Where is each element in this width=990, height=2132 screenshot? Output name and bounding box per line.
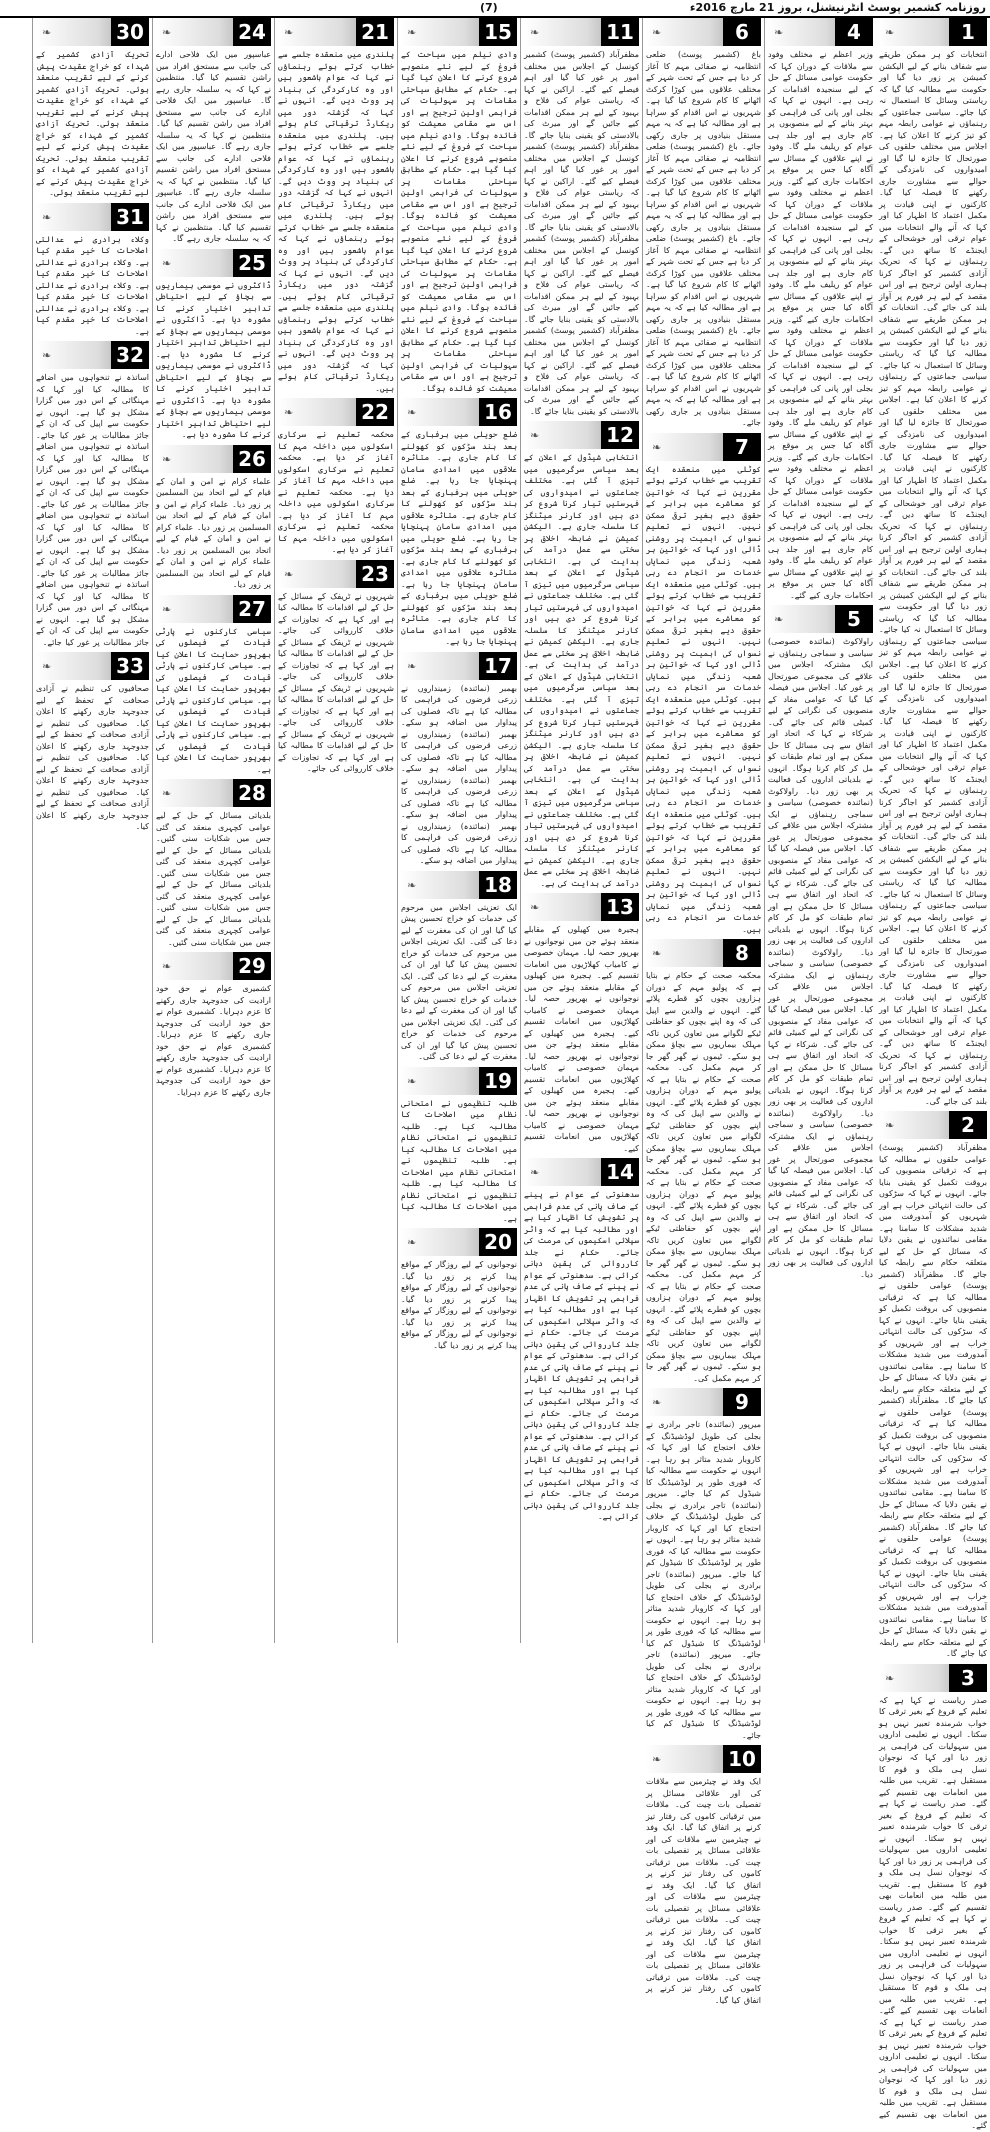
item-text: ڈاکٹروں نے موسمی بیماریوں سے بچاؤ کے لیے احتیاطی تدابیر اختیار کرنے کا مشورہ دیا ہے۔ ڈاکٹروں نے موسمی بیماریوں سے بچاؤ کے لیے احتیاطی تدابیر اختیار کرنے کا مشورہ دیا ہے۔ ڈاکٹروں نے موسمی بیماریوں سے بچاؤ کے لیے احتیاطی تدابیر اختیار کرنے کا مشورہ دیا ہے۔ ڈاکٹروں نے موسمی بیماریوں سے بچاؤ کے لیے احتیاطی تدابیر اختیار کرنے کا مشورہ دیا ہے۔ bbox=[156, 280, 271, 439]
item-number: 2 bbox=[949, 1111, 987, 1139]
item-number: 19 bbox=[479, 1067, 517, 1095]
item-text: سدھنوتی کے عوام نے پینے کے صاف پانی کی عدم فراہمی پر تشویش کا اظہار کیا ہے اور مطالبہ کیا ہے کہ واٹر سپلائی اسکیموں کی مرمت کی جائے۔ حکام نے جلد کارروائی کی یقین دہانی کرائی ہے۔ سدھنوتی کے عوام نے پینے کے صاف پانی کی عدم فراہمی پر تشویش کا اظہار کیا ہے اور مطالبہ کیا ہے کہ واٹر سپلائی اسکیموں کی مرمت کی جائے۔ حکام نے جلد کارروائی کی یقین دہانی کرائی ہے۔ سدھنوتی کے عوام نے پینے کے صاف پانی کی عدم فراہمی پر تشویش کا اظہار کیا ہے اور مطالبہ کیا ہے کہ واٹر سپلائی اسکیموں کی مرمت کی جائے۔ حکام نے جلد کارروائی کی یقین دہانی کرائی ہے۔ سدھنوتی کے عوام نے پینے کے صاف پانی کی عدم فراہمی پر تشویش کا اظہار کیا ہے اور مطالبہ کیا ہے کہ واٹر سپلائی اسکیموں کی مرمت کی جائے۔ حکام نے جلد کارروائی کی یقین دہانی کرائی ہے۔ bbox=[523, 1190, 639, 1521]
news-column bbox=[764, 18, 876, 1643]
item-number: 1 bbox=[949, 18, 987, 46]
bird-ornament-icon: ❧ bbox=[407, 659, 417, 673]
bird-ornament-icon: ❧ bbox=[284, 26, 294, 39]
news-column bbox=[876, 18, 990, 2130]
bird-ornament-icon: ❧ bbox=[407, 26, 417, 39]
bird-ornament-icon: ❧ bbox=[42, 660, 52, 673]
item-text: بلدیاتی مسائل کے حل کے لیے عوامی کچہری منعقد کی گئی جس میں شکایات سنی گئیں۔ بلدیاتی مسائل کے حل کے لیے عوامی کچہری منعقد کی گئی جس میں شکایات سنی گئیں۔ بلدیاتی مسائل کے حل کے لیے عوامی کچہری منعقد کی گئی جس میں شکایات سنی گئیں۔ بلدیاتی مسائل کے حل کے لیے عوامی کچہری منعقد کی گئی جس میں شکایات سنی گئیں۔ bbox=[156, 811, 271, 947]
item-text: مظفرآباد (کشمیر پوسٹ) عوامی حلقوں نے مطالبہ کیا ہے کہ ترقیاتی منصوبوں کی بروقت تکمیل کو یقینی بنایا جائے۔ انہوں نے کہا کہ سڑکوں کی حالت انتہائی خراب ہے اور شہریوں کو آمدورفت میں شدید مشکلات کا سامنا ہے۔ مقامی نمائندوں نے یقین دلایا کہ مسائل کے حل کے لیے متعلقہ حکام سے رابطہ کیا جائے گا۔ مظفرآباد (کشمیر پوسٹ) عوامی حلقوں نے مطالبہ کیا ہے کہ ترقیاتی منصوبوں کی بروقت تکمیل کو یقینی بنایا جائے۔ انہوں نے کہا کہ سڑکوں کی حالت انتہائی خراب ہے اور شہریوں کو آمدورفت میں شدید مشکلات کا سامنا ہے۔ مقامی نمائندوں نے یقین دلایا کہ مسائل کے حل کے لیے متعلقہ حکام سے رابطہ کیا جائے گا۔ مظفرآباد (کشمیر پوسٹ) عوامی حلقوں نے مطالبہ کیا ہے کہ ترقیاتی منصوبوں کی بروقت تکمیل کو یقینی بنایا جائے۔ انہوں نے کہا کہ سڑکوں کی حالت انتہائی خراب ہے اور شہریوں کو آمدورفت میں شدید مشکلات کا سامنا ہے۔ مقامی نمائندوں نے یقین دلایا کہ مسائل کے حل کے لیے متعلقہ حکام سے رابطہ کیا جائے گا۔ مظفرآباد (کشمیر پوسٹ) عوامی حلقوں نے مطالبہ کیا ہے کہ ترقیاتی منصوبوں کی بروقت تکمیل کو یقینی بنایا جائے۔ انہوں نے کہا کہ سڑکوں کی حالت انتہائی خراب ہے اور شہریوں کو آمدورفت میں شدید مشکلات کا سامنا ہے۔ مقامی نمائندوں نے یقین دلایا کہ مسائل کے حل کے لیے متعلقہ حکام سے رابطہ کیا جائے گا۔ bbox=[879, 1143, 987, 1658]
item-text: کشمیری عوام نے حق خود ارادیت کی جدوجہد جاری رکھنے کا عزم دہرایا۔ کشمیری عوام نے حق خود ارادیت کی جدوجہد جاری رکھنے کا عزم دہرایا۔ کشمیری عوام نے حق خود ارادیت کی جدوجہد جاری رکھنے کا عزم دہرایا۔ کشمیری عوام نے حق خود ارادیت کی جدوجہد جاری رکھنے کا عزم دہرایا۔ bbox=[156, 984, 271, 1097]
news-column bbox=[520, 18, 642, 1643]
item-header-bar bbox=[156, 18, 271, 46]
news-item bbox=[36, 18, 149, 199]
item-number: 12 bbox=[601, 421, 639, 449]
item-text: تحریک آزادی کشمیر کے شہداء کو خراج عقیدت پیش کرنے کے لیے تقریب منعقد ہوئی۔ تحریک آزادی کشمیر کے شہداء کو خراج عقیدت پیش کرنے کے لیے تقریب منعقد ہوئی۔ تحریک آزادی کشمیر کے شہداء کو خراج عقیدت پیش کرنے کے لیے تقریب منعقد ہوئی۔ تحریک آزادی کشمیر کے شہداء کو خراج عقیدت پیش کرنے کے لیے تقریب منعقد ہوئی۔ bbox=[36, 50, 149, 197]
item-header-bar bbox=[646, 433, 761, 461]
item-number: 27 bbox=[233, 595, 271, 623]
bird-ornament-icon: ❧ bbox=[652, 440, 662, 454]
bird-ornament-icon: ❧ bbox=[162, 26, 172, 39]
item-number: 14 bbox=[601, 1158, 639, 1186]
item-text: وکلاء برادری نے عدالتی اصلاحات کا خیر مقدم کیا ہے۔ وکلاء برادری نے عدالتی اصلاحات کا خیر مقدم کیا ہے۔ وکلاء برادری نے عدالتی اصلاحات کا خیر مقدم کیا ہے۔ وکلاء برادری نے عدالتی اصلاحات کا خیر مقدم کیا ہے۔ bbox=[36, 234, 149, 336]
item-number: 32 bbox=[111, 341, 149, 369]
news-item bbox=[278, 18, 394, 394]
news-item bbox=[36, 341, 149, 648]
news-column bbox=[274, 18, 397, 1643]
item-number: 30 bbox=[111, 18, 149, 46]
item-header-bar bbox=[278, 398, 394, 426]
item-text: مظفرآباد (کشمیر پوسٹ) کشمیر کونسل کے اجلاس میں مختلف امور پر غور کیا گیا اور اہم فیصلے کیے گئے۔ اراکین نے کہا کہ ریاستی عوام کی فلاح و بہبود کے لیے ہر ممکن اقدامات کیے جائیں گے اور میرٹ کی بالادستی کو یقینی بنایا جائے گا۔ مظفرآباد (کشمیر پوسٹ) کشمیر کونسل کے اجلاس میں مختلف امور پر غور کیا گیا اور اہم فیصلے کیے گئے۔ اراکین نے کہا کہ ریاستی عوام کی فلاح و بہبود کے لیے ہر ممکن اقدامات کیے جائیں گے اور میرٹ کی بالادستی کو یقینی بنایا جائے گا۔ مظفرآباد (کشمیر پوسٹ) کشمیر کونسل کے اجلاس میں مختلف امور پر غور کیا گیا اور اہم فیصلے کیے گئے۔ اراکین نے کہا کہ ریاستی عوام کی فلاح و بہبود کے لیے ہر ممکن اقدامات کیے جائیں گے اور میرٹ کی بالادستی کو یقینی بنایا جائے گا۔ مظفرآباد (کشمیر پوسٹ) کشمیر کونسل کے اجلاس میں مختلف امور پر غور کیا گیا اور اہم فیصلے کیے گئے۔ اراکین نے کہا کہ ریاستی عوام کی فلاح و بہبود کے لیے ہر ممکن اقدامات کیے جائیں گے اور میرٹ کی بالادستی کو یقینی بنایا جائے گا۔ bbox=[524, 50, 639, 416]
item-text: بھمبر (نمائندہ) زمینداروں نے زرعی قرضوں کی فراہمی کا مطالبہ کیا ہے تاکہ فصلوں کی پیداوار میں اضافہ ہو سکے۔ بھمبر (نمائندہ) زمینداروں نے زرعی قرضوں کی فراہمی کا مطالبہ کیا ہے تاکہ فصلوں کی پیداوار میں اضافہ ہو سکے۔ بھمبر (نمائندہ) زمینداروں نے زرعی قرضوں کی فراہمی کا مطالبہ کیا ہے تاکہ فصلوں کی پیداوار میں اضافہ ہو سکے۔ بھمبر (نمائندہ) زمینداروں نے زرعی قرضوں کی فراہمی کا مطالبہ کیا ہے تاکہ فصلوں کی پیداوار میں اضافہ ہو سکے۔ bbox=[401, 683, 517, 865]
news-column bbox=[32, 18, 152, 1643]
item-text: علماء کرام نے امن و امان کے قیام کے لیے اتحاد بین المسلمین پر زور دیا۔ علماء کرام نے امن و امان کے قیام کے لیے اتحاد بین المسلمین پر زور دیا۔ علماء کرام نے امن و امان کے قیام کے لیے اتحاد بین المسلمین پر زور دیا۔ علماء کرام نے امن و امان کے قیام کے لیے اتحاد بین المسلمین پر زور دیا۔ bbox=[156, 476, 271, 589]
bird-ornament-icon: ❧ bbox=[162, 787, 172, 800]
bird-ornament-icon: ❧ bbox=[42, 26, 52, 39]
page-number: (7) bbox=[480, 1, 498, 14]
item-text: وزیر اعظم نے مختلف وفود سے ملاقات کے دوران کہا کہ حکومت عوامی مسائل کے حل کے لیے سنجیدہ اقدامات کر رہی ہے۔ انہوں نے کہا کہ بجلی اور پانی کی فراہمی کو بہتر بنانے کے لیے منصوبوں پر کام جاری ہے اور جلد ہی عوام کو ریلیف ملے گا۔ وفود نے اپنے علاقوں کے مسائل سے آگاہ کیا جس پر موقع پر احکامات جاری کیے گئے۔ وزیر اعظم نے مختلف وفود سے ملاقات کے دوران کہا کہ حکومت عوامی مسائل کے حل کے لیے سنجیدہ اقدامات کر رہی ہے۔ انہوں نے کہا کہ بجلی اور پانی کی فراہمی کو بہتر بنانے کے لیے منصوبوں پر کام جاری ہے اور جلد ہی عوام کو ریلیف ملے گا۔ وفود نے اپنے علاقوں کے مسائل سے آگاہ کیا جس پر موقع پر احکامات جاری کیے گئے۔ وزیر اعظم نے مختلف وفود سے ملاقات کے دوران کہا کہ حکومت عوامی مسائل کے حل کے لیے سنجیدہ اقدامات کر رہی ہے۔ انہوں نے کہا کہ بجلی اور پانی کی فراہمی کو بہتر بنانے کے لیے منصوبوں پر کام جاری ہے اور جلد ہی عوام کو ریلیف ملے گا۔ وفود نے اپنے علاقوں کے مسائل سے آگاہ کیا جس پر موقع پر احکامات جاری کیے گئے۔ وزیر اعظم نے مختلف وفود سے ملاقات کے دوران کہا کہ حکومت عوامی مسائل کے حل کے لیے سنجیدہ اقدامات کر رہی ہے۔ انہوں نے کہا کہ بجلی اور پانی کی فراہمی کو بہتر بنانے کے لیے منصوبوں پر کام جاری ہے اور جلد ہی عوام کو ریلیف ملے گا۔ وفود نے اپنے علاقوں کے مسائل سے آگاہ کیا جس پر موقع پر احکامات جاری کیے گئے۔ bbox=[768, 50, 873, 600]
item-number: 22 bbox=[356, 398, 394, 426]
item-text: پلندری میں منعقدہ جلسے سے خطاب کرتے ہوئے رہنماؤں نے کہا کہ عوام باشعور ہیں اور وہ کارکردگی کی بنیاد پر ووٹ دیں گے۔ انہوں نے کہا کہ گزشتہ دور میں ریکارڈ ترقیاتی کام ہوئے ہیں۔ پلندری میں منعقدہ جلسے سے خطاب کرتے ہوئے رہنماؤں نے کہا کہ عوام باشعور ہیں اور وہ کارکردگی کی بنیاد پر ووٹ دیں گے۔ انہوں نے کہا کہ گزشتہ دور میں ریکارڈ ترقیاتی کام ہوئے ہیں۔ پلندری میں منعقدہ جلسے سے خطاب کرتے ہوئے رہنماؤں نے کہا کہ عوام باشعور ہیں اور وہ کارکردگی کی بنیاد پر ووٹ دیں گے۔ انہوں نے کہا کہ گزشتہ دور میں ریکارڈ ترقیاتی کام ہوئے ہیں۔ پلندری میں منعقدہ جلسے سے خطاب کرتے ہوئے رہنماؤں نے کہا کہ عوام باشعور ہیں اور وہ کارکردگی کی بنیاد پر ووٹ دیں گے۔ انہوں نے کہا کہ گزشتہ دور میں ریکارڈ ترقیاتی کام ہوئے ہیں۔ bbox=[278, 50, 394, 393]
item-header-bar bbox=[646, 1745, 761, 1773]
item-number: 6 bbox=[723, 18, 761, 46]
news-item bbox=[879, 1664, 987, 2132]
item-header-bar bbox=[401, 1228, 517, 1256]
bird-ornament-icon: ❧ bbox=[407, 406, 417, 419]
bird-ornament-icon: ❧ bbox=[407, 878, 417, 892]
news-item bbox=[156, 18, 271, 245]
item-text: عباسپور میں ایک فلاحی ادارے کی جانب سے مستحق افراد میں راشن تقسیم کیا گیا۔ منتظمین نے کہا کہ یہ سلسلہ جاری رہے گا۔ عباسپور میں ایک فلاحی ادارے کی جانب سے مستحق افراد میں راشن تقسیم کیا گیا۔ منتظمین نے کہا کہ یہ سلسلہ جاری رہے گا۔ عباسپور میں ایک فلاحی ادارے کی جانب سے مستحق افراد میں راشن تقسیم کیا گیا۔ منتظمین نے کہا کہ یہ سلسلہ جاری رہے گا۔ عباسپور میں ایک فلاحی ادارے کی جانب سے مستحق افراد میں راشن تقسیم کیا گیا۔ منتظمین نے کہا کہ یہ سلسلہ جاری رہے گا۔ bbox=[156, 50, 271, 243]
news-item bbox=[401, 1067, 517, 1225]
bird-ornament-icon: ❧ bbox=[530, 429, 540, 442]
item-number: 3 bbox=[949, 1664, 987, 1692]
item-number: 24 bbox=[233, 18, 271, 46]
item-text: سیاسی کارکنوں نے پارٹی قیادت کے فیصلوں کی بھرپور حمایت کا اعلان کیا ہے۔ سیاسی کارکنوں نے پارٹی قیادت کے فیصلوں کی بھرپور حمایت کا اعلان کیا ہے۔ سیاسی کارکنوں نے پارٹی قیادت کے فیصلوں کی بھرپور حمایت کا اعلان کیا ہے۔ سیاسی کارکنوں نے پارٹی قیادت کے فیصلوں کی بھرپور حمایت کا اعلان کیا ہے۔ bbox=[156, 626, 271, 774]
item-header-bar bbox=[278, 560, 394, 588]
bird-ornament-icon: ❧ bbox=[774, 613, 784, 626]
item-header-bar bbox=[879, 1664, 987, 1692]
news-item bbox=[36, 652, 149, 833]
bird-ornament-icon: ❧ bbox=[162, 452, 172, 466]
item-header-bar bbox=[401, 652, 517, 680]
page-header bbox=[0, 0, 990, 18]
bird-ornament-icon: ❧ bbox=[530, 1166, 540, 1179]
news-item bbox=[646, 1388, 761, 1741]
item-header-bar bbox=[646, 18, 761, 46]
item-text: وادی نیلم میں سیاحت کے فروغ کے لیے نئے منصوبے شروع کرنے کا اعلان کیا گیا ہے۔ حکام کے مطابق سیاحتی مقامات پر سہولیات کی فراہمی اولین ترجیح ہے اور اس سے مقامی معیشت کو فائدہ ہوگا۔ وادی نیلم میں سیاحت کے فروغ کے لیے نئے منصوبے شروع کرنے کا اعلان کیا گیا ہے۔ حکام کے مطابق سیاحتی مقامات پر سہولیات کی فراہمی اولین ترجیح ہے اور اس سے مقامی معیشت کو فائدہ ہوگا۔ وادی نیلم میں سیاحت کے فروغ کے لیے نئے منصوبے شروع کرنے کا اعلان کیا گیا ہے۔ حکام کے مطابق سیاحتی مقامات پر سہولیات کی فراہمی اولین ترجیح ہے اور اس سے مقامی معیشت کو فائدہ ہوگا۔ وادی نیلم میں سیاحت کے فروغ کے لیے نئے منصوبے شروع کرنے کا اعلان کیا گیا ہے۔ حکام کے مطابق سیاحتی مقامات پر سہولیات کی فراہمی اولین ترجیح ہے اور اس سے مقامی معیشت کو فائدہ ہوگا۔ bbox=[401, 50, 517, 393]
news-item bbox=[646, 1745, 761, 2006]
bird-ornament-icon: ❧ bbox=[652, 1396, 662, 1409]
bird-ornament-icon: ❧ bbox=[407, 1236, 417, 1249]
news-item bbox=[401, 871, 517, 1063]
news-item bbox=[524, 893, 639, 1154]
news-item bbox=[879, 1111, 987, 1660]
item-header-bar bbox=[646, 1388, 761, 1416]
news-item bbox=[768, 18, 873, 601]
item-text: انتخابات کو ہر ممکن طریقے سے شفاف بنانے کے لیے الیکشن کمیشن پر زور دیا گیا اور حکومت سے مطالبہ کیا گیا کہ ریاستی وسائل کا استعمال نہ کیا جائے۔ سیاسی جماعتوں کے رہنماؤں نے عوامی رابطہ مہم کو تیز کرنے کا اعلان کیا ہے۔ اجلاس میں مختلف حلقوں کی صورتحال کا جائزہ لیا گیا اور امیدواروں کی نامزدگی کے حوالے سے مشاورت جاری رکھنے کا فیصلہ کیا گیا۔ کارکنوں نے اپنی قیادت پر مکمل اعتماد کا اظہار کیا اور کہا کہ آنے والے انتخابات میں عوام ترقی اور خوشحالی کے ایجنڈے کا ساتھ دیں گے۔ رہنماؤں نے کہا کہ تحریک آزادی کشمیر کو اجاگر کرنا ہماری اولین ترجیح ہے اور اس مقصد کے لیے ہر فورم پر آواز بلند کی جائے گی۔ انتخابات کو ہر ممکن طریقے سے شفاف بنانے کے لیے الیکشن کمیشن پر زور دیا گیا اور حکومت سے مطالبہ کیا گیا کہ ریاستی وسائل کا استعمال نہ کیا جائے۔ سیاسی جماعتوں کے رہنماؤں نے عوامی رابطہ مہم کو تیز کرنے کا اعلان کیا ہے۔ اجلاس میں مختلف حلقوں کی صورتحال کا جائزہ لیا گیا اور امیدواروں کی نامزدگی کے حوالے سے مشاورت جاری رکھنے کا فیصلہ کیا گیا۔ کارکنوں نے اپنی قیادت پر مکمل اعتماد کا اظہار کیا اور کہا کہ آنے والے انتخابات میں عوام ترقی اور خوشحالی کے ایجنڈے کا ساتھ دیں گے۔ رہنماؤں نے کہا کہ تحریک آزادی کشمیر کو اجاگر کرنا ہماری اولین ترجیح ہے اور اس مقصد کے لیے ہر فورم پر آواز بلند کی جائے گی۔ انتخابات کو ہر ممکن طریقے سے شفاف بنانے کے لیے الیکشن کمیشن پر زور دیا گیا اور حکومت سے مطالبہ کیا گیا کہ ریاستی وسائل کا استعمال نہ کیا جائے۔ سیاسی جماعتوں کے رہنماؤں نے عوامی رابطہ مہم کو تیز کرنے کا اعلان کیا ہے۔ اجلاس میں مختلف حلقوں کی صورتحال کا جائزہ لیا گیا اور امیدواروں کی نامزدگی کے حوالے سے مشاورت جاری رکھنے کا فیصلہ کیا گیا۔ کارکنوں نے اپنی قیادت پر مکمل اعتماد کا اظہار کیا اور کہا کہ آنے والے انتخابات میں عوام ترقی اور خوشحالی کے ایجنڈے کا ساتھ دیں گے۔ رہنماؤں نے کہا کہ تحریک آزادی کشمیر کو اجاگر کرنا ہماری اولین ترجیح ہے اور اس مقصد کے لیے ہر فورم پر آواز بلند کی جائے گی۔ انتخابات کو ہر ممکن طریقے سے شفاف بنانے کے لیے الیکشن کمیشن پر زور دیا گیا اور حکومت سے مطالبہ کیا گیا کہ ریاستی وسائل کا استعمال نہ کیا جائے۔ سیاسی جماعتوں کے رہنماؤں نے عوامی رابطہ مہم کو تیز کرنے کا اعلان کیا ہے۔ اجلاس میں مختلف حلقوں کی صورتحال کا جائزہ لیا گیا اور امیدواروں کی نامزدگی کے حوالے سے مشاورت جاری رکھنے کا فیصلہ کیا گیا۔ کارکنوں نے اپنی قیادت پر مکمل اعتماد کا اظہار کیا اور کہا کہ آنے والے انتخابات میں عوام ترقی اور خوشحالی کے ایجنڈے کا ساتھ دیں گے۔ رہنماؤں نے کہا کہ تحریک آزادی کشمیر کو اجاگر کرنا ہماری اولین ترجیح ہے اور اس مقصد کے لیے ہر فورم پر آواز بلند کی جائے گی۔ bbox=[879, 50, 987, 1106]
item-number: 21 bbox=[356, 18, 394, 46]
item-number: 23 bbox=[356, 560, 394, 588]
item-number: 25 bbox=[233, 249, 271, 277]
bird-ornament-icon: ❧ bbox=[530, 26, 540, 39]
news-column bbox=[397, 18, 520, 1643]
bird-ornament-icon: ❧ bbox=[162, 602, 172, 616]
bird-ornament-icon: ❧ bbox=[284, 567, 294, 581]
bird-ornament-icon: ❧ bbox=[407, 1074, 417, 1088]
item-text: ہجیرہ میں کھیلوں کے مقابلے منعقد ہوئے جن میں نوجوانوں نے بھرپور حصہ لیا۔ مہمان خصوصی نے کامیاب کھلاڑیوں میں انعامات تقسیم کیے۔ ہجیرہ میں کھیلوں کے مقابلے منعقد ہوئے جن میں نوجوانوں نے بھرپور حصہ لیا۔ مہمان خصوصی نے کامیاب کھلاڑیوں میں انعامات تقسیم کیے۔ ہجیرہ میں کھیلوں کے مقابلے منعقد ہوئے جن میں نوجوانوں نے بھرپور حصہ لیا۔ مہمان خصوصی نے کامیاب کھلاڑیوں میں انعامات تقسیم کیے۔ ہجیرہ میں کھیلوں کے مقابلے منعقد ہوئے جن میں نوجوانوں نے بھرپور حصہ لیا۔ مہمان خصوصی نے کامیاب کھلاڑیوں میں انعامات تقسیم کیے۔ bbox=[524, 925, 639, 1153]
item-header-bar bbox=[401, 871, 517, 899]
item-text: انتخابی شیڈول کے اعلان کے بعد سیاسی سرگرمیوں میں تیزی آ گئی ہے۔ مختلف جماعتوں نے امیدواروں کی فہرستیں تیار کرنا شروع کر دی ہیں اور کارنر میٹنگز کا سلسلہ جاری ہے۔ الیکشن کمیشن نے ضابطہ اخلاق پر سختی سے عمل درآمد کی ہدایت کی ہے۔ انتخابی شیڈول کے اعلان کے بعد سیاسی سرگرمیوں میں تیزی آ گئی ہے۔ مختلف جماعتوں نے امیدواروں کی فہرستیں تیار کرنا شروع کر دی ہیں اور کارنر میٹنگز کا سلسلہ جاری ہے۔ الیکشن کمیشن نے ضابطہ اخلاق پر سختی سے عمل درآمد کی ہدایت کی ہے۔ انتخابی شیڈول کے اعلان کے بعد سیاسی سرگرمیوں میں تیزی آ گئی ہے۔ مختلف جماعتوں نے امیدواروں کی فہرستیں تیار کرنا شروع کر دی ہیں اور کارنر میٹنگز کا سلسلہ جاری ہے۔ الیکشن کمیشن نے ضابطہ اخلاق پر سختی سے عمل درآمد کی ہدایت کی ہے۔ انتخابی شیڈول کے اعلان کے بعد سیاسی سرگرمیوں میں تیزی آ گئی ہے۔ مختلف جماعتوں نے امیدواروں کی فہرستیں تیار کرنا شروع کر دی ہیں اور کارنر میٹنگز کا سلسلہ جاری ہے۔ الیکشن کمیشن نے ضابطہ اخلاق پر سختی سے عمل درآمد کی ہدایت کی ہے۔ bbox=[524, 453, 639, 888]
item-number: 8 bbox=[723, 939, 761, 967]
bird-ornament-icon: ❧ bbox=[284, 406, 294, 419]
item-number: 9 bbox=[723, 1388, 761, 1416]
news-item bbox=[156, 779, 271, 948]
item-number: 5 bbox=[835, 605, 873, 633]
item-header-bar bbox=[524, 1158, 639, 1186]
item-header-bar bbox=[401, 398, 517, 426]
item-number: 31 bbox=[111, 203, 149, 231]
news-item bbox=[156, 952, 271, 1098]
news-item bbox=[401, 18, 517, 394]
item-number: 18 bbox=[479, 871, 517, 899]
item-text: اساتذہ نے تنخواہوں میں اضافے کا مطالبہ کیا اور کہا کہ مہنگائی کے اس دور میں گزارا مشکل ہو گیا ہے۔ انہوں نے حکومت سے اپیل کی کہ ان کے جائز مطالبات پر غور کیا جائے۔ اساتذہ نے تنخواہوں میں اضافے کا مطالبہ کیا اور کہا کہ مہنگائی کے اس دور میں گزارا مشکل ہو گیا ہے۔ انہوں نے حکومت سے اپیل کی کہ ان کے جائز مطالبات پر غور کیا جائے۔ اساتذہ نے تنخواہوں میں اضافے کا مطالبہ کیا اور کہا کہ مہنگائی کے اس دور میں گزارا مشکل ہو گیا ہے۔ انہوں نے حکومت سے اپیل کی کہ ان کے جائز مطالبات پر غور کیا جائے۔ اساتذہ نے تنخواہوں میں اضافے کا مطالبہ کیا اور کہا کہ مہنگائی کے اس دور میں گزارا مشکل ہو گیا ہے۔ انہوں نے حکومت سے اپیل کی کہ ان کے جائز مطالبات پر غور کیا جائے۔ bbox=[36, 373, 149, 647]
news-item bbox=[278, 398, 394, 556]
news-column bbox=[152, 18, 274, 1643]
news-item bbox=[401, 1228, 517, 1351]
item-header-bar bbox=[401, 1067, 517, 1095]
item-header-bar bbox=[524, 893, 639, 921]
news-column bbox=[642, 18, 764, 2005]
bird-ornament-icon: ❧ bbox=[885, 26, 895, 39]
item-text: صحافیوں کی تنظیم نے آزادی صحافت کے تحفظ کے لیے جدوجہد جاری رکھنے کا اعلان کیا۔ صحافیوں کی تنظیم نے آزادی صحافت کے تحفظ کے لیے جدوجہد جاری رکھنے کا اعلان کیا۔ صحافیوں کی تنظیم نے آزادی صحافت کے تحفظ کے لیے جدوجہد جاری رکھنے کا اعلان کیا۔ صحافیوں کی تنظیم نے آزادی صحافت کے تحفظ کے لیے جدوجہد جاری رکھنے کا اعلان کیا۔ bbox=[36, 684, 149, 831]
bird-ornament-icon: ❧ bbox=[162, 960, 172, 973]
news-item bbox=[524, 1158, 639, 1523]
bird-ornament-icon: ❧ bbox=[774, 26, 784, 39]
item-text: نوجوانوں کے لیے روزگار کے مواقع پیدا کرنے پر زور دیا گیا۔ نوجوانوں کے لیے روزگار کے مواقع پیدا کرنے پر زور دیا گیا۔ نوجوانوں کے لیے روزگار کے مواقع پیدا کرنے پر زور دیا گیا۔ نوجوانوں کے لیے روزگار کے مواقع پیدا کرنے پر زور دیا گیا۔ bbox=[401, 1260, 517, 1350]
news-item bbox=[278, 560, 394, 775]
item-number: 16 bbox=[479, 398, 517, 426]
bird-ornament-icon: ❧ bbox=[652, 26, 662, 39]
item-header-bar bbox=[768, 18, 873, 46]
item-number: 26 bbox=[233, 445, 271, 473]
news-item bbox=[879, 18, 987, 1107]
news-item bbox=[156, 595, 271, 776]
item-text: راولاکوٹ (نمائندہ خصوصی) سیاسی و سماجی رہنماؤں نے ایک مشترکہ اجلاس میں علاقے کی مجموعی صورتحال پر غور کیا۔ اجلاس میں فیصلہ کیا گیا کہ عوامی مفاد کے منصوبوں کی نگرانی کے لیے کمیٹی قائم کی جائے گی۔ شرکاء نے کہا کہ اتحاد اور اتفاق سے ہی مسائل کا حل ممکن ہے اور تمام طبقات کو مل کر کام کرنا ہوگا۔ انہوں نے بلدیاتی اداروں کی فعالیت پر بھی زور دیا۔ راولاکوٹ (نمائندہ خصوصی) سیاسی و سماجی رہنماؤں نے ایک مشترکہ اجلاس میں علاقے کی مجموعی صورتحال پر غور کیا۔ اجلاس میں فیصلہ کیا گیا کہ عوامی مفاد کے منصوبوں کی نگرانی کے لیے کمیٹی قائم کی جائے گی۔ شرکاء نے کہا کہ اتحاد اور اتفاق سے ہی مسائل کا حل ممکن ہے اور تمام طبقات کو مل کر کام کرنا ہوگا۔ انہوں نے بلدیاتی اداروں کی فعالیت پر بھی زور دیا۔ راولاکوٹ (نمائندہ خصوصی) سیاسی و سماجی رہنماؤں نے ایک مشترکہ اجلاس میں علاقے کی مجموعی صورتحال پر غور کیا۔ اجلاس میں فیصلہ کیا گیا کہ عوامی مفاد کے منصوبوں کی نگرانی کے لیے کمیٹی قائم کی جائے گی۔ شرکاء نے کہا کہ اتحاد اور اتفاق سے ہی مسائل کا حل ممکن ہے اور تمام طبقات کو مل کر کام کرنا ہوگا۔ انہوں نے بلدیاتی اداروں کی فعالیت پر بھی زور دیا۔ راولاکوٹ (نمائندہ خصوصی) سیاسی و سماجی رہنماؤں نے ایک مشترکہ اجلاس میں علاقے کی مجموعی صورتحال پر غور کیا۔ اجلاس میں فیصلہ کیا گیا کہ عوامی مفاد کے منصوبوں کی نگرانی کے لیے کمیٹی قائم کی جائے گی۔ شرکاء نے کہا کہ اتحاد اور اتفاق سے ہی مسائل کا حل ممکن ہے اور تمام طبقات کو مل کر کام کرنا ہوگا۔ انہوں نے بلدیاتی اداروں کی فعالیت پر بھی زور دیا۔ bbox=[768, 637, 873, 1279]
item-header-bar bbox=[156, 595, 271, 623]
item-header-bar bbox=[879, 18, 987, 46]
news-item bbox=[524, 421, 639, 889]
item-text: میرپور (نمائندہ) تاجر برادری نے بجلی کی طویل لوڈشیڈنگ کے خلاف احتجاج کیا اور کہا کہ کاروبار شدید متاثر ہو رہا ہے۔ انہوں نے حکومت سے مطالبہ کیا کہ فوری طور پر لوڈشیڈنگ کا شیڈول کم کیا جائے۔ میرپور (نمائندہ) تاجر برادری نے بجلی کی طویل لوڈشیڈنگ کے خلاف احتجاج کیا اور کہا کہ کاروبار شدید متاثر ہو رہا ہے۔ انہوں نے حکومت سے مطالبہ کیا کہ فوری طور پر لوڈشیڈنگ کا شیڈول کم کیا جائے۔ میرپور (نمائندہ) تاجر برادری نے بجلی کی طویل لوڈشیڈنگ کے خلاف احتجاج کیا اور کہا کہ کاروبار شدید متاثر ہو رہا ہے۔ انہوں نے حکومت سے مطالبہ کیا کہ فوری طور پر لوڈشیڈنگ کا شیڈول کم کیا جائے۔ میرپور (نمائندہ) تاجر برادری نے بجلی کی طویل لوڈشیڈنگ کے خلاف احتجاج کیا اور کہا کہ کاروبار شدید متاثر ہو رہا ہے۔ انہوں نے حکومت سے مطالبہ کیا کہ فوری طور پر لوڈشیڈنگ کا شیڈول کم کیا جائے۔ bbox=[646, 1420, 761, 1740]
item-text: ایک تعزیتی اجلاس میں مرحوم کی خدمات کو خراج تحسین پیش کیا گیا اور ان کی مغفرت کے لیے دعا کی گئی۔ ایک تعزیتی اجلاس میں مرحوم کی خدمات کو خراج تحسین پیش کیا گیا اور ان کی مغفرت کے لیے دعا کی گئی۔ ایک تعزیتی اجلاس میں مرحوم کی خدمات کو خراج تحسین پیش کیا گیا اور ان کی مغفرت کے لیے دعا کی گئی۔ ایک تعزیتی اجلاس میں مرحوم کی خدمات کو خراج تحسین پیش کیا گیا اور ان کی مغفرت کے لیے دعا کی گئی۔ bbox=[401, 902, 517, 1061]
news-item bbox=[156, 249, 271, 441]
news-item bbox=[646, 939, 761, 1384]
item-text: صدر ریاست نے کہا ہے کہ تعلیم کے فروغ کے بغیر ترقی کا خواب شرمندہ تعبیر نہیں ہو سکتا۔ انہوں نے تعلیمی اداروں میں سہولیات کی فراہمی پر زور دیا اور کہا کہ نوجوان نسل ہی ملک و قوم کا مستقبل ہے۔ تقریب میں طلبہ میں انعامات بھی تقسیم کیے گئے۔ صدر ریاست نے کہا ہے کہ تعلیم کے فروغ کے بغیر ترقی کا خواب شرمندہ تعبیر نہیں ہو سکتا۔ انہوں نے تعلیمی اداروں میں سہولیات کی فراہمی پر زور دیا اور کہا کہ نوجوان نسل ہی ملک و قوم کا مستقبل ہے۔ تقریب میں طلبہ میں انعامات بھی تقسیم کیے گئے۔ صدر ریاست نے کہا ہے کہ تعلیم کے فروغ کے بغیر ترقی کا خواب شرمندہ تعبیر نہیں ہو سکتا۔ انہوں نے تعلیمی اداروں میں سہولیات کی فراہمی پر زور دیا اور کہا کہ نوجوان نسل ہی ملک و قوم کا مستقبل ہے۔ تقریب میں طلبہ میں انعامات بھی تقسیم کیے گئے۔ صدر ریاست نے کہا ہے کہ تعلیم کے فروغ کے بغیر ترقی کا خواب شرمندہ تعبیر نہیں ہو سکتا۔ انہوں نے تعلیمی اداروں میں سہولیات کی فراہمی پر زور دیا اور کہا کہ نوجوان نسل ہی ملک و قوم کا مستقبل ہے۔ تقریب میں طلبہ میں انعامات بھی تقسیم کیے گئے۔ bbox=[879, 1695, 987, 2130]
item-header-bar bbox=[156, 952, 271, 980]
newspaper-masthead: روزنامہ کشمیر پوسٹ انٹرنیشنل، بروز 21 مارچ 2016ء bbox=[689, 1, 986, 14]
item-text: ایک وفد نے چیئرمین سے ملاقات کی اور علاقائی مسائل پر تفصیلی بات چیت کی۔ ملاقات میں ترقیاتی کاموں کی رفتار تیز کرنے پر اتفاق کیا گیا۔ ایک وفد نے چیئرمین سے ملاقات کی اور علاقائی مسائل پر تفصیلی بات چیت کی۔ ملاقات میں ترقیاتی کاموں کی رفتار تیز کرنے پر اتفاق کیا گیا۔ ایک وفد نے چیئرمین سے ملاقات کی اور علاقائی مسائل پر تفصیلی بات چیت کی۔ ملاقات میں ترقیاتی کاموں کی رفتار تیز کرنے پر اتفاق کیا گیا۔ ایک وفد نے چیئرمین سے ملاقات کی اور علاقائی مسائل پر تفصیلی بات چیت کی۔ ملاقات میں ترقیاتی کاموں کی رفتار تیز کرنے پر اتفاق کیا گیا۔ bbox=[646, 1777, 761, 2005]
item-header-bar bbox=[768, 605, 873, 633]
item-header-bar bbox=[156, 249, 271, 277]
item-text: محکمہ صحت کے حکام نے بتایا ہے کہ پولیو مہم کے دوران ہزاروں بچوں کو قطرے پلائے گئے۔ انہوں نے والدین سے اپیل کی کہ وہ اپنے بچوں کو حفاظتی ٹیکے لگوانے میں تعاون کریں تاکہ مہلک بیماریوں سے بچاؤ ممکن ہو سکے۔ ٹیموں نے گھر گھر جا کر مہم مکمل کی۔ محکمہ صحت کے حکام نے بتایا ہے کہ پولیو مہم کے دوران ہزاروں بچوں کو قطرے پلائے گئے۔ انہوں نے والدین سے اپیل کی کہ وہ اپنے بچوں کو حفاظتی ٹیکے لگوانے میں تعاون کریں تاکہ مہلک بیماریوں سے بچاؤ ممکن ہو سکے۔ ٹیموں نے گھر گھر جا کر مہم مکمل کی۔ محکمہ صحت کے حکام نے بتایا ہے کہ پولیو مہم کے دوران ہزاروں بچوں کو قطرے پلائے گئے۔ انہوں نے والدین سے اپیل کی کہ وہ اپنے بچوں کو حفاظتی ٹیکے لگوانے میں تعاون کریں تاکہ مہلک بیماریوں سے بچاؤ ممکن ہو سکے۔ ٹیموں نے گھر گھر جا کر مہم مکمل کی۔ محکمہ صحت کے حکام نے بتایا ہے کہ پولیو مہم کے دوران ہزاروں بچوں کو قطرے پلائے گئے۔ انہوں نے والدین سے اپیل کی کہ وہ اپنے بچوں کو حفاظتی ٹیکے لگوانے میں تعاون کریں تاکہ مہلک بیماریوں سے بچاؤ ممکن ہو سکے۔ ٹیموں نے گھر گھر جا کر مہم مکمل کی۔ bbox=[646, 971, 761, 1383]
news-item bbox=[156, 445, 271, 591]
item-number: 20 bbox=[479, 1228, 517, 1256]
item-number: 15 bbox=[479, 18, 517, 46]
bird-ornament-icon: ❧ bbox=[530, 901, 540, 914]
item-number: 10 bbox=[723, 1745, 761, 1773]
item-number: 29 bbox=[233, 952, 271, 980]
bird-ornament-icon: ❧ bbox=[652, 947, 662, 960]
item-header-bar bbox=[879, 1111, 987, 1139]
item-number: 13 bbox=[601, 893, 639, 921]
bird-ornament-icon: ❧ bbox=[162, 256, 172, 270]
item-header-bar bbox=[401, 18, 517, 46]
item-text: کوٹلی میں منعقدہ ایک تقریب سے خطاب کرتے ہوئے مقررین نے کہا کہ خواتین کو معاشرے میں برابر کے حقوق دیے بغیر ترقی ممکن نہیں۔ انہوں نے تعلیم نسواں کی اہمیت پر روشنی ڈالی اور کہا کہ خواتین ہر شعبہ زندگی میں نمایاں خدمات سر انجام دے رہی ہیں۔ کوٹلی میں منعقدہ ایک تقریب سے خطاب کرتے ہوئے مقررین نے کہا کہ خواتین کو معاشرے میں برابر کے حقوق دیے بغیر ترقی ممکن نہیں۔ انہوں نے تعلیم نسواں کی اہمیت پر روشنی ڈالی اور کہا کہ خواتین ہر شعبہ زندگی میں نمایاں خدمات سر انجام دے رہی ہیں۔ کوٹلی میں منعقدہ ایک تقریب سے خطاب کرتے ہوئے مقررین نے کہا کہ خواتین کو معاشرے میں برابر کے حقوق دیے بغیر ترقی ممکن نہیں۔ انہوں نے تعلیم نسواں کی اہمیت پر روشنی ڈالی اور کہا کہ خواتین ہر شعبہ زندگی میں نمایاں خدمات سر انجام دے رہی ہیں۔ کوٹلی میں منعقدہ ایک تقریب سے خطاب کرتے ہوئے مقررین نے کہا کہ خواتین کو معاشرے میں برابر کے حقوق دیے بغیر ترقی ممکن نہیں۔ انہوں نے تعلیم نسواں کی اہمیت پر روشنی ڈالی اور کہا کہ خواتین ہر شعبہ زندگی میں نمایاں خدمات سر انجام دے رہی ہیں۔ bbox=[646, 464, 761, 934]
news-item bbox=[646, 433, 761, 936]
item-header-bar bbox=[524, 421, 639, 449]
item-text: طلبہ تنظیموں نے امتحانی نظام میں اصلاحات کا مطالبہ کیا ہے۔ طلبہ تنظیموں نے امتحانی نظام میں اصلاحات کا مطالبہ کیا ہے۔ طلبہ تنظیموں نے امتحانی نظام میں اصلاحات کا مطالبہ کیا ہے۔ طلبہ تنظیموں نے امتحانی نظام میں اصلاحات کا مطالبہ کیا ہے۔ bbox=[401, 1098, 517, 1223]
item-text: محکمہ تعلیم نے سرکاری اسکولوں میں داخلہ مہم کا آغاز کر دیا ہے۔ محکمہ تعلیم نے سرکاری اسکولوں میں داخلہ مہم کا آغاز کر دیا ہے۔ محکمہ تعلیم نے سرکاری اسکولوں میں داخلہ مہم کا آغاز کر دیا ہے۔ محکمہ تعلیم نے سرکاری اسکولوں میں داخلہ مہم کا آغاز کر دیا ہے۔ bbox=[278, 430, 394, 554]
item-header-bar bbox=[646, 939, 761, 967]
item-number: 28 bbox=[233, 779, 271, 807]
item-header-bar bbox=[524, 18, 639, 46]
news-item bbox=[401, 652, 517, 867]
item-text: باغ (کشمیر پوسٹ) ضلعی انتظامیہ نے صفائی مہم کا آغاز کر دیا ہے جس کے تحت شہر کے مختلف علاقوں میں کوڑا کرکٹ اٹھانے کا کام شروع کیا گیا ہے۔ شہریوں نے اس اقدام کو سراہا ہے اور مطالبہ کیا ہے کہ یہ مہم مستقل بنیادوں پر جاری رکھی جائے۔ باغ (کشمیر پوسٹ) ضلعی انتظامیہ نے صفائی مہم کا آغاز کر دیا ہے جس کے تحت شہر کے مختلف علاقوں میں کوڑا کرکٹ اٹھانے کا کام شروع کیا گیا ہے۔ شہریوں نے اس اقدام کو سراہا ہے اور مطالبہ کیا ہے کہ یہ مہم مستقل بنیادوں پر جاری رکھی جائے۔ باغ (کشمیر پوسٹ) ضلعی انتظامیہ نے صفائی مہم کا آغاز کر دیا ہے جس کے تحت شہر کے مختلف علاقوں میں کوڑا کرکٹ اٹھانے کا کام شروع کیا گیا ہے۔ شہریوں نے اس اقدام کو سراہا ہے اور مطالبہ کیا ہے کہ یہ مہم مستقل بنیادوں پر جاری رکھی جائے۔ باغ (کشمیر پوسٹ) ضلعی انتظامیہ نے صفائی مہم کا آغاز کر دیا ہے جس کے تحت شہر کے مختلف علاقوں میں کوڑا کرکٹ اٹھانے کا کام شروع کیا گیا ہے۔ شہریوں نے اس اقدام کو سراہا ہے اور مطالبہ کیا ہے کہ یہ مہم مستقل بنیادوں پر جاری رکھی جائے۔ bbox=[646, 50, 761, 427]
item-header-bar bbox=[36, 203, 149, 231]
news-item bbox=[646, 18, 761, 429]
item-number: 4 bbox=[835, 18, 873, 46]
item-number: 11 bbox=[601, 18, 639, 46]
news-item bbox=[768, 605, 873, 1280]
bird-ornament-icon: ❧ bbox=[42, 349, 52, 362]
item-header-bar bbox=[36, 652, 149, 680]
bird-ornament-icon: ❧ bbox=[885, 1119, 895, 1132]
news-item bbox=[401, 398, 517, 648]
item-number: 7 bbox=[723, 433, 761, 461]
item-number: 17 bbox=[479, 652, 517, 680]
bird-ornament-icon: ❧ bbox=[652, 1753, 662, 1766]
news-item bbox=[36, 203, 149, 338]
bird-ornament-icon: ❧ bbox=[42, 210, 52, 224]
item-text: ضلع حویلی میں برفباری کے بعد بند سڑکوں کو کھولنے کا کام جاری ہے۔ متاثرہ علاقوں میں امدادی سامان پہنچایا جا رہا ہے۔ ضلع حویلی میں برفباری کے بعد بند سڑکوں کو کھولنے کا کام جاری ہے۔ متاثرہ علاقوں میں امدادی سامان پہنچایا جا رہا ہے۔ ضلع حویلی میں برفباری کے بعد بند سڑکوں کو کھولنے کا کام جاری ہے۔ متاثرہ علاقوں میں امدادی سامان پہنچایا جا رہا ہے۔ ضلع حویلی میں برفباری کے بعد بند سڑکوں کو کھولنے کا کام جاری ہے۔ متاثرہ علاقوں میں امدادی سامان پہنچایا جا رہا ہے۔ bbox=[401, 430, 517, 646]
item-text: شہریوں نے ٹریفک کے مسائل کے حل کے لیے اقدامات کا مطالبہ کیا ہے اور کہا ہے کہ تجاوزات کے خلاف کارروائی کی جائے۔ شہریوں نے ٹریفک کے مسائل کے حل کے لیے اقدامات کا مطالبہ کیا ہے اور کہا ہے کہ تجاوزات کے خلاف کارروائی کی جائے۔ شہریوں نے ٹریفک کے مسائل کے حل کے لیے اقدامات کا مطالبہ کیا ہے اور کہا ہے کہ تجاوزات کے خلاف کارروائی کی جائے۔ شہریوں نے ٹریفک کے مسائل کے حل کے لیے اقدامات کا مطالبہ کیا ہے اور کہا ہے کہ تجاوزات کے خلاف کارروائی کی جائے۔ bbox=[278, 591, 394, 773]
bird-ornament-icon: ❧ bbox=[885, 1671, 895, 1685]
item-number: 33 bbox=[111, 652, 149, 680]
item-header-bar bbox=[36, 18, 149, 46]
item-header-bar bbox=[156, 779, 271, 807]
item-header-bar bbox=[36, 341, 149, 369]
news-item bbox=[524, 18, 639, 417]
item-header-bar bbox=[278, 18, 394, 46]
item-header-bar bbox=[156, 445, 271, 473]
